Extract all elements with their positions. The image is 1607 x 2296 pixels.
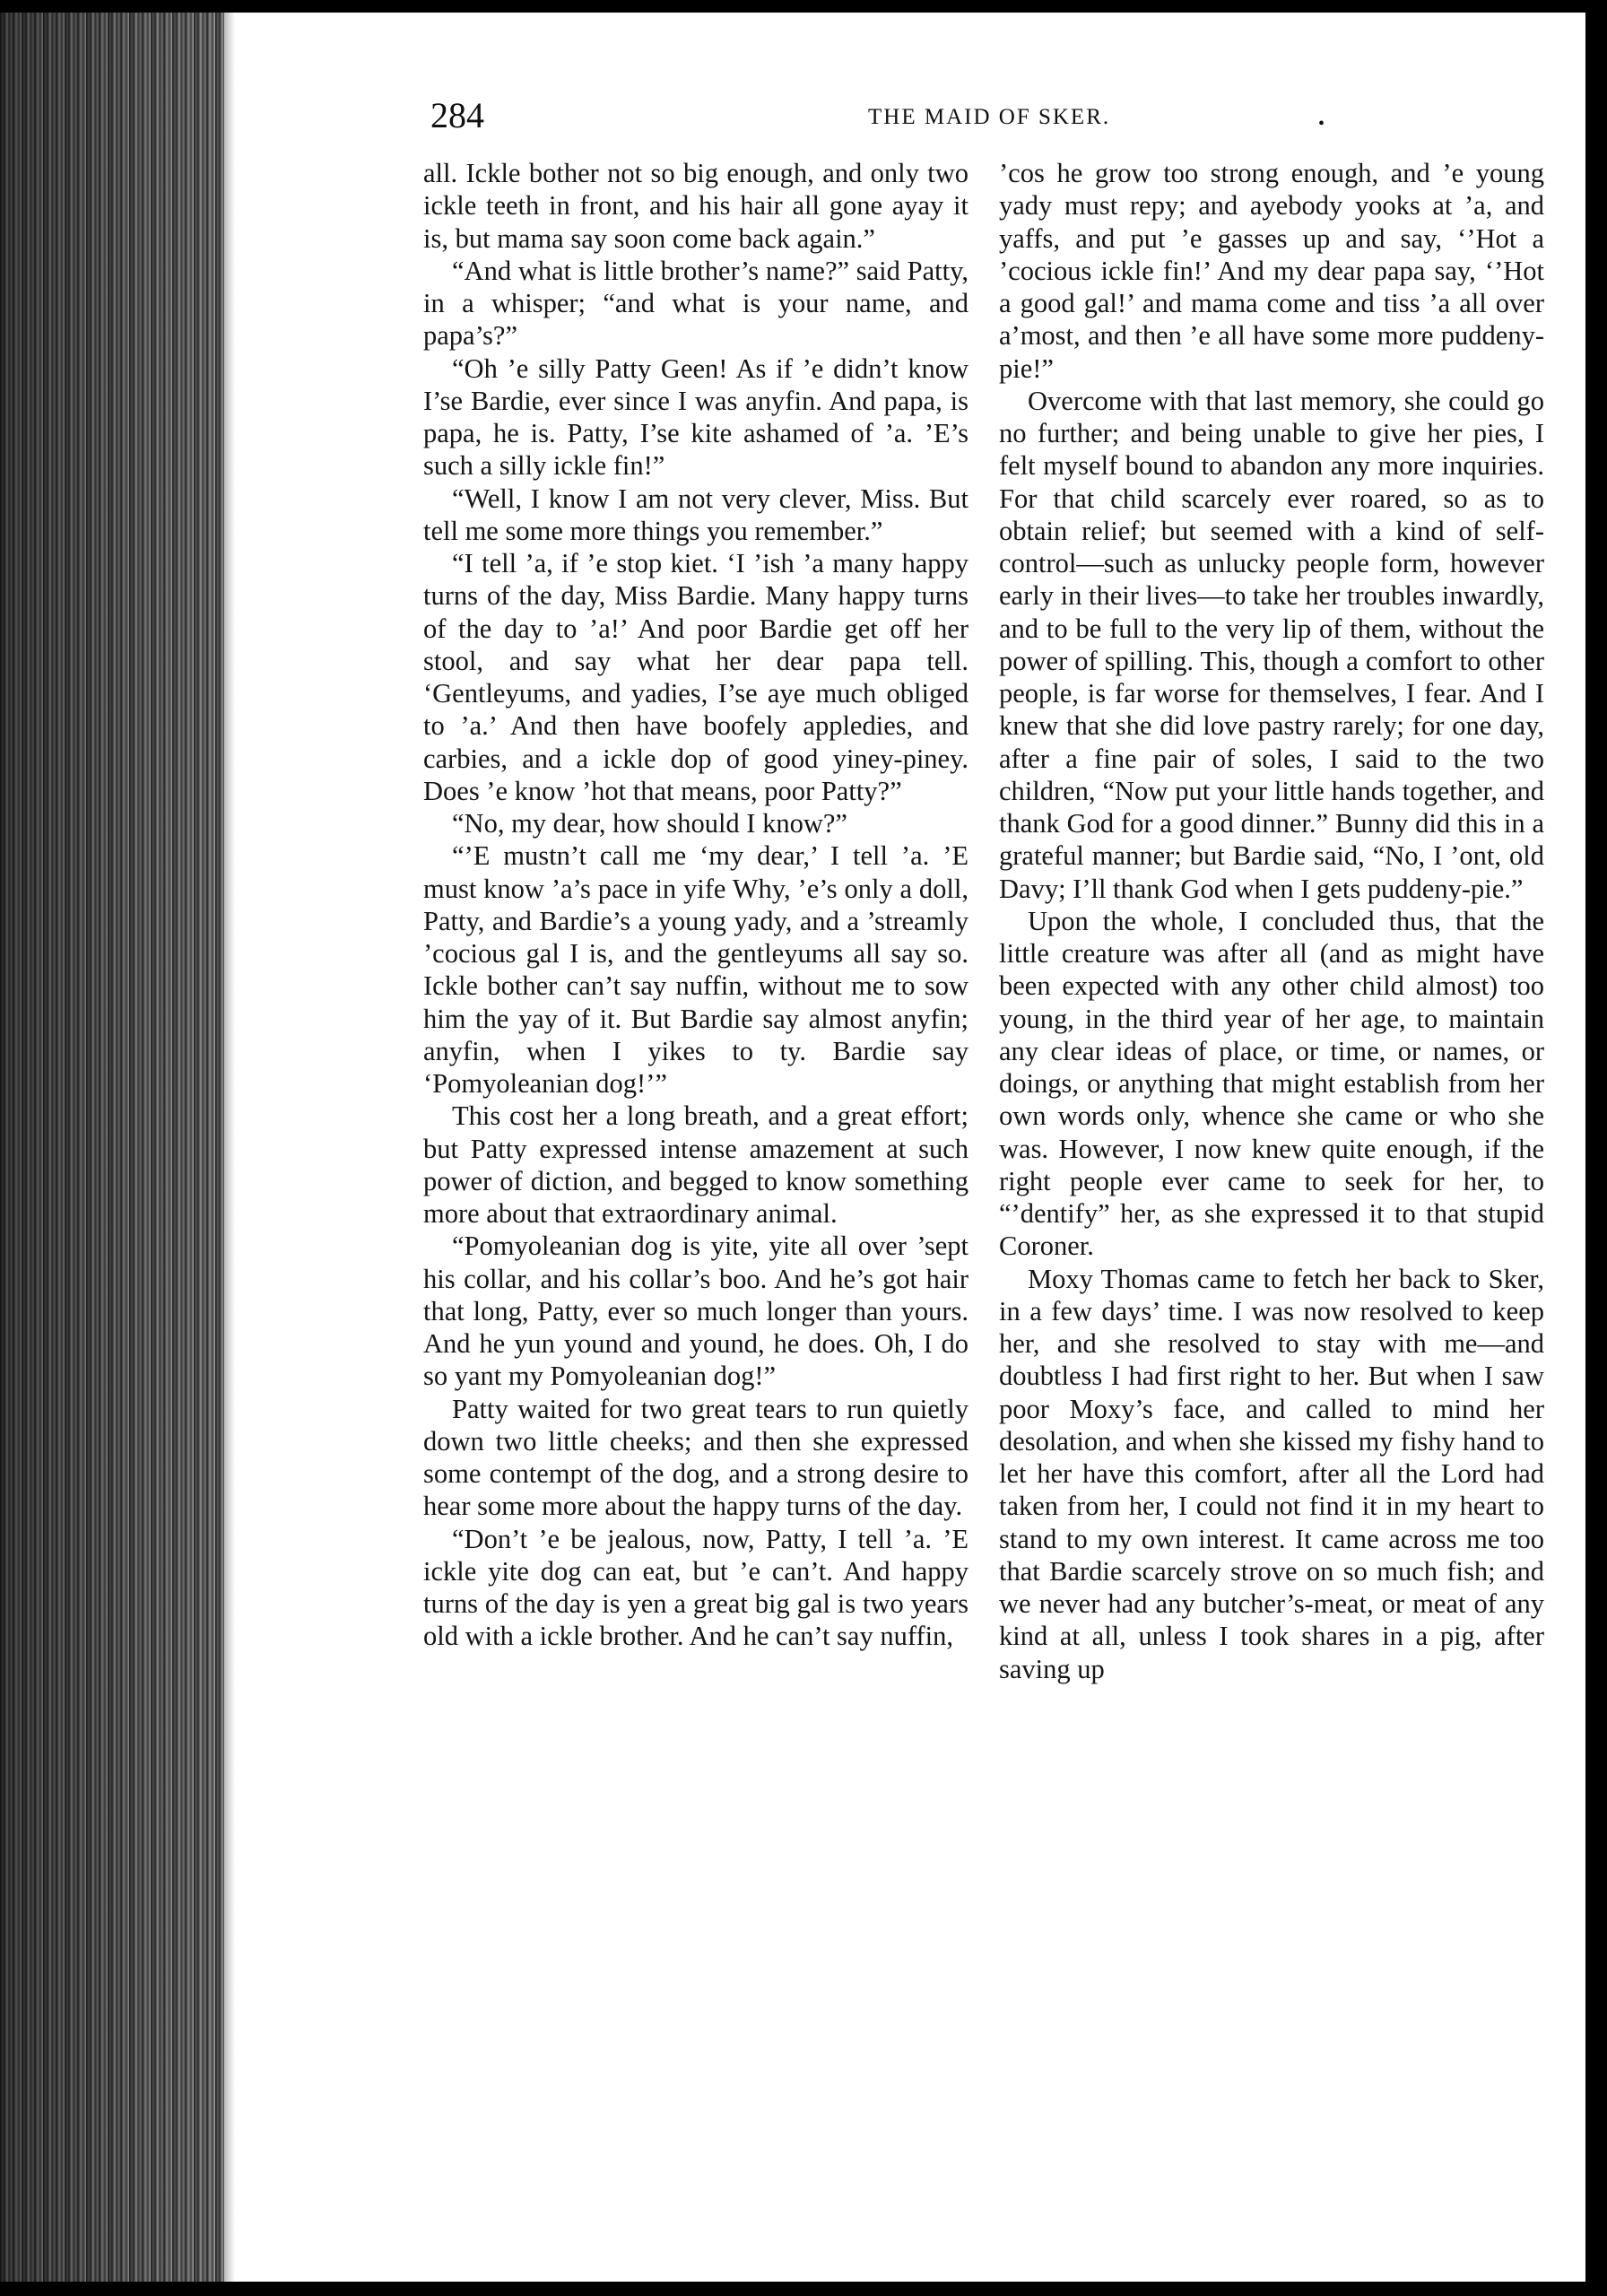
right-text-column [999,157,1544,1685]
scan-border-top [0,0,1607,13]
paragraph: Overcome with that last memory, she could go no further; and being unable to give her pies, I felt myself bound to abandon any more inquiries. For that child scarcely ever roared, so as to obtain relief; but seemed with a kind of self-control—such as unlucky people form, however early in their lives—to take her troubles inwardly, and to be full to the very lip of them, without the power of spilling. This, though a comfort to other people, is far worse for themselves, I fear. And I knew that she did love pastry rarely; for one day, after a fine pair of soles, I said to the two children, “Now put your little hands together, and thank God for a good dinner.” Bunny did this in a grateful manner; but Bardie said, “No, I ’ont, old Davy; I’ll thank God when I gets puddeny-pie.” [999,385,1544,904]
stray-mark: • [1318,114,1325,134]
page-header [421,94,1533,135]
running-head: THE MAID OF SKER. [868,105,1111,129]
paragraph: “Pomyoleanian dog is yite, yite all over ’sept his collar, and his collar’s boo. And he’s got hair that long, Patty, ever so much longer than yours. And he yun yound and yound, he does. Oh, I do so yant my Pomyoleanian dog!” [423,1231,969,1392]
paragraph: Upon the whole, I concluded thus, that the little creature was after all (and as might have been expected with any other child almost) too young, in the third year of her age, to maintain any clear ideas of place, or time, or names, or doings, or anything that might establish from her own words only, whence she came or who she was. However, I now knew quite enough, if the right people ever came to seek for her, to “’dentify” her, as she expressed it to that stupid Coroner. [999,905,1544,1262]
paragraph: “I tell ’a, if ’e stop kiet. ‘I ’ish ’a many happy turns of the day, Miss Bardie. Many happy turns of the day to ’a!’ And poor Bardie get off her stool, and say what her dear papa tell. ‘Gentleyums, and yadies, I’se aye much obliged to ’a.’ And then have boofely appledies, and carbies, and a ickle dop of good yiney-piney. Does ’e know ’hot that means, poor Patty?” [423,548,969,806]
page-number: 284 [430,95,484,135]
paragraph: This cost her a long breath, and a great effort; but Patty expressed intense amazement at such power of diction, and begged to know something more about that extraordinary animal. [423,1100,969,1229]
paragraph: “Oh ’e silly Patty Geen! As if ’e didn’t know I’se Bardie, ever since I was anyfin. And papa, is papa, he is. Patty, I’se kite ashamed of ’a. ’E’s such a silly ickle fin!” [423,352,969,482]
paragraph: “No, my dear, how should I know?” [452,808,847,839]
paragraph: all. Ickle bother not so big enough, and only two ickle teeth in front, and his hair all gone ayay it is, but mama say soon come back again.” [423,158,969,254]
paragraph: Patty waited for two great tears to run quietly down two little cheeks; and then she expressed some contempt of the dog, and a strong desire to hear some more about the happy turns of the day. [423,1393,969,1522]
paragraph: Moxy Thomas came to fetch her back to Sker, in a few days’ time. I was now resolved to keep her, and she resolved to stay with me—and doubtless I had first right to her. But when I saw poor Moxy’s face, and called to mind her desolation, and when she kissed my fishy hand to let her have this comfort, after all the Lord had taken from her, I could not find it in my heart to stand to my own interest. It came across me too that Bardie scarcely strove on so much fish; and we never had any butcher’s-meat, or meat of any kind at all, unless I took shares in a pig, after saving up [999,1263,1544,1684]
book-page-edges [0,0,224,2296]
paragraph: “’E mustn’t call me ‘my dear,’ I tell ’a. ’E must know ’a’s pace in yife Why, ’e’s only a doll, Patty, and Bardie’s a young yady, and a ’streamly ’cocious gal I is, and the gentleyums all say so. Ickle bother can’t say nuffin, without me to sow him the yay of it. But Bardie say almost anyfin; anyfin, when I yikes to ty. Bardie say ‘Pomyoleanian dog!’” [423,840,969,1099]
paragraph: “And what is little brother’s name?” said Patty, in a whisper; “and what is your name, and papa’s?” [423,255,969,352]
paragraph: “Don’t ’e be jealous, now, Patty, I tell ’a. ’E ickle yite dog can eat, but ’e can’t. And happy turns of the day is yen a great big gal is two years old with a ickle brother. And he can’t say nuffin, [423,1523,969,1652]
paragraph: “Well, I know I am not very clever, Miss. But tell me some more things you remember.” [423,483,969,546]
gutter-shadow [224,0,235,2296]
scan-border-right [1585,0,1607,2296]
scan-border-bottom [0,2282,1607,2296]
paragraph: ’cos he grow too strong enough, and ’e young yady must repy; and ayebody yooks at ’a, and yaffs, and put ’e gasses up and say, ‘’Hot a ’cocious ickle fin!’ And my dear papa say, ‘’Hot a good gal!’ and mama come and tiss ’a all over a’most, and then ’e all have some more puddeny-pie!” [999,158,1544,384]
left-text-column [423,157,969,1653]
